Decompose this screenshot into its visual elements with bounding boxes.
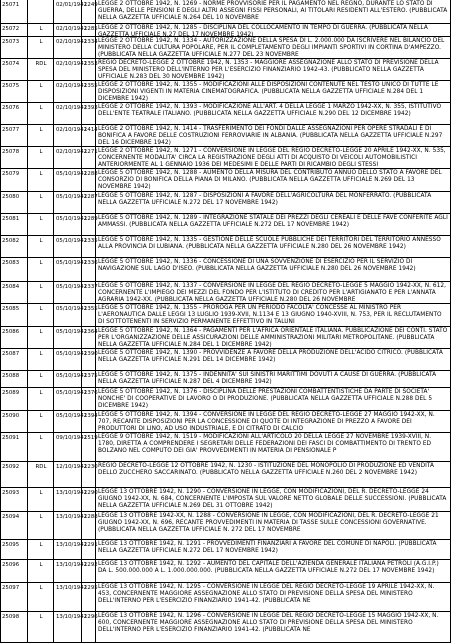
act-description: LEGGE 5 OTTOBRE 1942, N. 1287 - DISPOSIZIONI A FAVORE DELL'AGRICOLTURA DEL MONFERRATO. (PUBBLICATA NELLA GAZZETTA UFFICIALE N.272 DEL 17 NOVEMBRE 1942) <box>98 193 432 206</box>
act-description: LEGGE 5 OTTOBRE 1942, N. 1288 - AUMENTO DELLA MISURA DEL CONTRIBUTO ANNUO DELLO STATO A FAVORE DEL CONSORZIO DI BONIFICA DELLA PIANA DI MILANO. (PUBBLICATA NELLA GAZZETTA UFFICIALE N.269 DEL 13 NOVEMBRE 1942) <box>98 170 442 190</box>
act-type: L <box>28 388 54 410</box>
act-code: 1355 <box>82 81 96 102</box>
act-date: 05/10/1942 <box>54 169 82 191</box>
act-code: 1290 <box>82 488 96 511</box>
act-date: 05/10/1942 <box>54 411 82 432</box>
act-description: LEGGE 13 OTTOBRE 1942, N. 1291 - PROVVEDIMENTI FINANZIARI A FAVORE DEL COMUNE DI NAPOLI. (PUBBLICATA NELLA GAZZETTA UFFICIALE N.272 DEL 17 NOVEMBRE 1942) <box>98 541 437 554</box>
act-type: L <box>28 327 54 348</box>
act-type: L <box>28 304 54 326</box>
act-date: 05/10/1942 <box>54 371 82 387</box>
act-code: 1355 <box>82 304 96 326</box>
record-number: 25088 <box>0 371 28 387</box>
act-date: 05/10/1942 <box>54 258 82 281</box>
table-row <box>0 560 451 583</box>
act-type: L <box>28 433 54 461</box>
act-type: L <box>28 282 54 303</box>
act-code: 1337 <box>82 282 96 303</box>
record-number: 25097 <box>0 583 28 611</box>
act-description: LEGGE 5 OTTOBRE 1942, N. 1337 - CONVERSIONE IN LEGGE DEL REGIO DECRETO-LEGGE 5 MAGGIO 1942-XX, N. 612, CONCERNENTE L'IMPIEGO DEI MEZZI DEL FONDO PER L'ISTITUTO DI CREDITO PER L'ARTIGIANATO E PER L'ANNATA AGRARIA 1942-XX. (PUBBLICATA NELLA GAZZETTA UFFICIALE N.280 DEL 26 NOVEMBRE <box>98 283 446 303</box>
act-code: 1285 <box>82 24 96 36</box>
act-code: 1376 <box>82 388 96 410</box>
act-description: LEGGE 13 OTTOBRE 1942, N. 1295 - CONVERSIONE IN LEGGE DEL REGIO DECRETO-LEGGE 19 APRILE 1942-XX, N. 453, CONCERNENTE MAGGIORE ASSEGNAZIONE ALLO STATO DI PREVISIONE DELLA SPESA DEL MINISTERO DELL'INTERNO PER L'ESERCIZIO FINANZIARIO 1941-42. (PUBBLICATA NE <box>98 584 435 604</box>
act-code: 1288 <box>82 169 96 191</box>
act-date: 02/10/1942 <box>54 24 82 36</box>
act-date: 05/10/1942 <box>54 388 82 410</box>
record-number: 25087 <box>0 349 28 370</box>
act-date: 13/10/1942 <box>54 612 82 642</box>
act-date: 09/10/1942 <box>54 433 82 461</box>
record-number: 25073 <box>0 37 28 58</box>
act-date: 02/10/1942 <box>54 37 82 58</box>
table-row <box>0 147 451 169</box>
table-row <box>0 540 451 560</box>
record-number: 25095 <box>0 540 28 559</box>
act-type: L <box>28 540 54 559</box>
act-type: L <box>28 24 54 36</box>
table-row <box>0 214 451 236</box>
act-type: L <box>28 560 54 582</box>
act-type: RDL <box>28 59 54 80</box>
table-row <box>0 103 451 125</box>
table-row <box>0 258 451 282</box>
act-code: 1295 <box>82 583 96 611</box>
act-type: L <box>28 488 54 511</box>
table-row <box>0 462 451 488</box>
act-type: L <box>28 147 54 168</box>
table-row <box>0 282 451 304</box>
act-date: 05/10/1942 <box>54 304 82 326</box>
act-date: 02/10/1942 <box>54 147 82 168</box>
table-row <box>0 192 451 214</box>
record-number: 25098 <box>0 612 28 642</box>
act-description: LEGGE 9 OTTOBRE 1942, N. 1519 - MODIFICAZIONI ALL'ARTICOLO 20 DELLA LEGGE 27 NOVEMBRE 1939-XVIII, N. 1780, DIRETTA A COMPRENDERE I SEGRETARI DELLE FEDERAZIONI DEI FASCI DI COMBATTIMENTO DI TRENTO ED BOLZANO NEL COMPUTO DEI GIA' PROVVEDIMENTI IN MATERIA DI PENSIONALE P <box>98 434 432 454</box>
record-number: 25080 <box>0 192 28 213</box>
table-row <box>0 388 451 411</box>
act-description: LEGGE 13 OTTOBRE 1942, N. 1290 - CONVERSIONE IN LEGGE, CON MODIFICAZIONI, DEL R. DECRETO-LEGGE 24 GIUGNO 1942-XX, N. 684, CONCERNENTE L'IMPOSTA SUL VALORE NETTO GLOBALE DELLE SUCCESSIONI. (PUBBLICATA NELLA GAZZETTA UFFICIALE N.269 DEL 31 OTTOBRE 1942) <box>98 489 447 509</box>
record-number: 25075 <box>0 81 28 102</box>
act-code: 1271 <box>82 147 96 168</box>
record-number: 25077 <box>0 125 28 146</box>
act-date: 02/10/1942 <box>54 125 82 146</box>
act-description: LEGGE 2 OTTOBRE 1942, N. 1393 - MODIFICAZIONE ALL'ART. 4 DELLA LEGGE 1 MARZO 1942-XX, N. 355, ISTITUTIVO DELL'ENTE TEATRALE ITALIANO. (PUBBLICATA NELLA GAZZETTA UFFICIALE N.290 DEL 12 DICEMBRE 1942) <box>98 104 442 117</box>
act-description: LEGGE 2 OTTOBRE 1942, N. 1355 - MODIFICAZIONI ALLE DISPOSIZIONI CONTENUTE NEL TESTO UNICO DI TUTTE LE DISPOSIZIONI VIGENTI IN MATERIA CINEMATOGRAFICA. (PUBBLICATA NELLA GAZZETTA UFFICIALE N.284 DEL 1 DICEMBRE 1942) <box>98 82 439 102</box>
record-number: 25076 <box>0 103 28 124</box>
act-type: L <box>28 258 54 281</box>
record-number: 25078 <box>0 147 28 168</box>
table-row <box>0 371 451 388</box>
act-type: L <box>28 371 54 387</box>
act-date: 12/10/1942 <box>54 462 82 487</box>
act-description: LEGGE 5 OTTOBRE 1942, N. 1336 - CONCESSIONE DI UNA SOVVENZIONE DI ESERCIZIO PER IL SERVIZIO DI NAVIGAZIONE SUL LAGO D'ISEO. (PUBBLICATA NELLA GAZZETTA UFFICIALE N.280 DEL 26 NOVEMBRE 1942) <box>98 259 416 272</box>
act-date: 05/10/1942 <box>54 236 82 257</box>
record-number: 25071 <box>0 0 28 23</box>
record-number: 25096 <box>0 560 28 582</box>
table-row <box>0 349 451 371</box>
act-code: 1249 <box>82 0 96 23</box>
act-code: 1296 <box>82 612 96 642</box>
act-date: 05/10/1942 <box>54 282 82 303</box>
table-row <box>0 81 451 103</box>
table-row <box>0 0 451 24</box>
table-row <box>0 512 451 540</box>
table-row <box>0 169 451 192</box>
act-code: 1289 <box>82 214 96 235</box>
record-number: 25094 <box>0 512 28 539</box>
act-description: LEGGE 2 OTTOBRE 1942, N. 1285 - DISCIPLINA DEL COLLOCAMENTO IN TEMPO DI GUERRA. (PUBBLICATA NELLA GAZZETTA UFFICIALE N.27 DEL 17 NOVEMBRE 1942) <box>98 25 428 38</box>
record-number: 25074 <box>0 59 28 80</box>
act-date: 05/10/1942 <box>54 192 82 213</box>
table-row <box>0 488 451 512</box>
table-row <box>0 236 451 258</box>
act-code: 1288 <box>82 512 96 539</box>
act-date: 02/10/1942 <box>54 81 82 102</box>
act-type: L <box>28 349 54 370</box>
act-description: LEGGE 13 OTTOBRE 1942-XX, N. 1288 - CONVERSIONE IN LEGGE, CON MODIFICAZIONI, DEL R. DECRETO-LEGGE 21 GIUGNO 1942-XX, N. 696, RECANTE PROVVEDIMENTI IN MATERIA DI TASSE SULLE CONCESSIONI GOVERNATIVE. (PUBBLICATA NELLA GAZZETTA UFFICIALE N. 272 DEL 17 NOVEMBRE <box>98 513 439 533</box>
record-number: 25090 <box>0 411 28 432</box>
act-date: 02/10/1942 <box>54 103 82 124</box>
act-description: LEGGE 5 OTTOBRE 1942, N. 1364 - PAGAMENTI PER L'AFRICA ORIENTALE ITALIANA. PUBBLICAZIONE DEI CONTI. STATO PER L'ORGANIZZAZIONE DELLE ASSICURAZIONI DELLE AMMINISTRAZIONI MILITARI METROPOLITANE. (PUBBLICATA NELLA GAZZETTA UFFICIALE N.284 DEL 1 DICEMBRE 1942) <box>98 328 448 348</box>
act-code: 1364 <box>82 327 96 348</box>
act-code: 1230 <box>82 462 96 487</box>
act-date: 13/10/1942 <box>54 560 82 582</box>
table-row <box>0 612 451 643</box>
table-row <box>0 433 451 462</box>
act-type: L <box>28 169 54 191</box>
act-type: L <box>28 103 54 124</box>
act-description: LEGGE 2 OTTOBRE 1942, N. 1334 - AUTORIZZAZIONE DELLA SPESA DI L. 2.000.000 DA ISCRIVERE NEL BILANCIO DEL MINISTERO DELLA CULTURA POPOLARE, PER IL COMPLETAMENTO DEGLI IMPIANTI SPORTIVI IN CORTINA D'AMPEZZO. (PUBBLICATA NELLA GAZZETTA UFFICIALE N.277 DEL 23 NOVEMBRE <box>98 38 445 58</box>
record-number: 25072 <box>0 24 28 36</box>
act-date: 13/10/1942 <box>54 512 82 539</box>
act-code: 1375 <box>82 371 96 387</box>
act-date: 02/01/1942 <box>54 0 82 23</box>
act-description: LEGGE 2 OTTOBRE 1942, N. 1269 - NORME PROVVISORIE PER IL PAGAMENTO NEL REGNO, DURANTE LO STATO DI GUERRA, DELLE PENSIONI E DEGLI ALTRI ASSEGNI FISSI PERSONALI, AI TITOLARI RESIDENTI ALL'ESTERO. (PUBBLICATA NELLA GAZZETTA UFFICIALE N.264 DEL 10 NOVEMBRE <box>98 1 448 21</box>
act-description: LEGGE 13 OTTOBRE 1942, N. 1292 - AUMENTO DEL CAPITALE DELL'AZIENDA GENERALE ITALIANA PETROLI (A.G.I.P.) DA L. 500.000.000 A L. 1.000.000.000. (PUBBLICATA NELLA GAZZETTA UFFICIALE N.272 DEL 17 NOVEMBRE 1942) <box>98 561 439 574</box>
table-row <box>0 411 451 433</box>
act-type: L <box>28 81 54 102</box>
act-date: 05/10/1942 <box>54 327 82 348</box>
act-type: L <box>28 411 54 432</box>
record-number: 25083 <box>0 258 28 281</box>
act-date: 05/10/1942 <box>54 214 82 235</box>
act-code: 1287 <box>82 192 96 213</box>
act-description: LEGGE 5 OTTOBRE 1942, N. 1394 - CONVERSIONE IN LEGGE DEL REGIO DECRETO-LEGGE 27 MAGGIO 1942-XX, N. 707, RECANTE DISPOSIZIONI PER LA CONCESSIONE DI QUOTE DI INTEGRAZIONE DI PREZZO A FAVORE DEI PRODUTTORI DI LINO, AD USO INDUSTRIALE, E DI CITRATO DI CALCIO <box>98 412 435 432</box>
act-code: 1291 <box>82 540 96 559</box>
act-date: 13/10/1942 <box>54 540 82 559</box>
record-number: 25085 <box>0 304 28 326</box>
act-type: RDL <box>28 462 54 487</box>
act-date: 05/10/1942 <box>54 349 82 370</box>
act-code: 1336 <box>82 258 96 281</box>
act-description: LEGGE 5 OTTOBRE 1942, N. 1335 - GESTIONE DELLE SCUOLE PUBBLICHE DEI TERRITORI DEL TERRITORIO ANNESSO ALLA PROVINCIA DI LUBIANA. (PUBBLICATA NELLA GAZZETTA UFFICIALE N.280 DEL 26 NOVEMBRE 1942) <box>98 237 441 250</box>
act-type: L <box>28 583 54 611</box>
record-number: 25091 <box>0 433 28 461</box>
act-type <box>28 0 54 23</box>
record-number: 25092 <box>0 462 28 487</box>
act-description: LEGGE 13 OTTOBRE 1942, N. 1296 - CONVERSIONE IN LEGGE DEL REGIO DECRETO-LEGGE 15 MAGGIO 1942-XX, N. 600, CONCERNENTE MAGGIORE ASSEGNAZIONE ALLO STATO DI PREVISIONE DELLA SPESA DEL MINISTERO DELL'INTERNO PER L'ESERCIZIO FINANZIARIO 1941-42. (PUBBLICATA NE <box>98 613 439 633</box>
table-row <box>0 59 451 81</box>
act-code: 1335 <box>82 236 96 257</box>
act-type: L <box>28 125 54 146</box>
act-code: 1519 <box>82 433 96 461</box>
table-row <box>0 37 451 59</box>
act-type: L <box>28 612 54 642</box>
act-code: 1390 <box>82 349 96 370</box>
act-type: L <box>28 214 54 235</box>
table-row <box>0 583 451 612</box>
act-code: 1334 <box>82 37 96 58</box>
act-description: LEGGE 2 OTTOBRE 1942, N. 1414 - TRASFERIMENTO DEI FONDI DALLE ASSEGNAZIONI PER OPERE STRADALI E DI BONIFICA A FAVORE DELLE COSTRUZIONI FERROVIARIE IN ALBANIA. (PUBBLICATA NELLA GAZZETTA UFFICIALE N.297 DEL 16 DICEMBRE 1942) <box>98 126 443 146</box>
act-description: LEGGE 5 OTTOBRE 1942, N. 1289 - INTEGRAZIONE STATALE DEI PREZZI DEGLI CEREALI E DELLE FAVE CONFERITE AGLI AMMASSI. (PUBBLICATA NELLA GAZZETTA UFFICIALE N.272 DEL 17 NOVEMBRE 1942) <box>98 215 448 228</box>
record-number: 25082 <box>0 236 28 257</box>
act-description: LEGGE 5 OTTOBRE 1942, N. 1375 - INDENNITA' SUI SINISTRI MARITTIMI DOVUTI A CAUSE DI GUERRA. (PUBBLICATA NELLA GAZZETTA UFFICIALE N.287 DEL 4 DICEMBRE 1942) <box>98 372 437 385</box>
act-description: LEGGE 5 OTTOBRE 1942, N. 1390 - PROVVIDENZE A FAVORE DELLA PRODUZIONE DELL'ACIDO CITRICO. (PUBBLICATA NELLA GAZZETTA UFFICIALE N.291 DEL 14 DICEMBRE 1942) <box>98 350 443 363</box>
table-row <box>0 24 451 37</box>
act-code: 1414 <box>82 125 96 146</box>
table-left-border <box>0 0 1 643</box>
act-description: LEGGE 5 OTTOBRE 1942, N. 1376 - DISCIPLINA DELLE PRESTAZIONI COMBATTENTISTICHE DA PARTE DI SOCIETA' NONCHE' DI COOPERATIVE DI LAVORO O DI PRODUZIONE. (PUBBLICATA NELLA GAZZETTA UFFICIALE N.288 DEL 5 DICEMBRE 1942) <box>98 389 433 409</box>
act-description: REGIO DECRETO-LEGGE 12 OTTOBRE 1942, N. 1230 - ISTITUZIONE DEL MONOPOLIO DI PRODUZIONE ED VENDITA DELLO ZUCCHERO SACCARINATO. (PUBBLICATO NELLA GAZZETTA UFFICIALE N.260 DEL 2 NOVEMBRE 1942) <box>98 463 435 476</box>
record-number: 25089 <box>0 388 28 410</box>
table-row <box>0 327 451 349</box>
record-number: 25086 <box>0 327 28 348</box>
act-code: 1353 <box>82 59 96 80</box>
table-row <box>0 304 451 327</box>
act-date: 13/10/1942 <box>54 488 82 511</box>
table-row <box>0 125 451 147</box>
record-number: 25084 <box>0 282 28 303</box>
record-number: 25081 <box>0 214 28 235</box>
act-type: L <box>28 192 54 213</box>
act-type: L <box>28 236 54 257</box>
act-code: 1393 <box>82 103 96 124</box>
act-description: LEGGE 2 OTTOBRE 1942, N. 1271 - CONVERSIONE IN LEGGE DEL REGIO DECRETO-LEGGE 20 APRILE 1942-XX, N. 535, CONCERNENTE MODALITA' CIRCA LA REGISTRAZIONE DEGLI ATTI DI ACQUISTO DI VEICOLI AUTOMOBILISTICI ANTERIORMENTE AL 1 GENNAIO 1936 DEI MEDESIMI E DELLE PARTI DI RICAMBIO DEGLI STESSI <box>98 148 446 168</box>
act-description: REGIO DECRETO-LEGGE 2 OTTOBRE 1942, N. 1353 - MAGGIORE ASSEGNAZIONE ALLO STATO DI PREVISIONE DELLA SPESA DEL MINISTERO DELL'INTERNO PER L'ESERCIZIO FINANZIARIO 1942-43. (PUBBLICATO NELLA GAZZETTA UFFICIALE N.283 DEL 30 NOVEMBRE 1942) <box>98 60 439 80</box>
act-code: 1292 <box>82 560 96 582</box>
act-type: L <box>28 512 54 539</box>
act-date: 13/10/1942 <box>54 583 82 611</box>
act-code: 1394 <box>82 411 96 432</box>
record-number: 25093 <box>0 488 28 511</box>
record-number: 25079 <box>0 169 28 191</box>
act-date: 02/10/1942 <box>54 59 82 80</box>
act-description: LEGGE 5 OTTOBRE 1942, N. 1355 - PROROGA PER UN PERIODO FACOLTA' CONCESSE AL MINISTRO PER L'AERONAUTICA DALLE LEGGI 13 LUGLIO 1939-XVII, N.1134 E 13 GIUGNO 1940-XVIII, N. 753, PER IL RECLUTAMENTO DI SOTTOTENENTI IN SERVIZIO PERMANENTE EFFETTIVO IN TALUNI <box>98 305 442 325</box>
act-type: L <box>28 37 54 58</box>
